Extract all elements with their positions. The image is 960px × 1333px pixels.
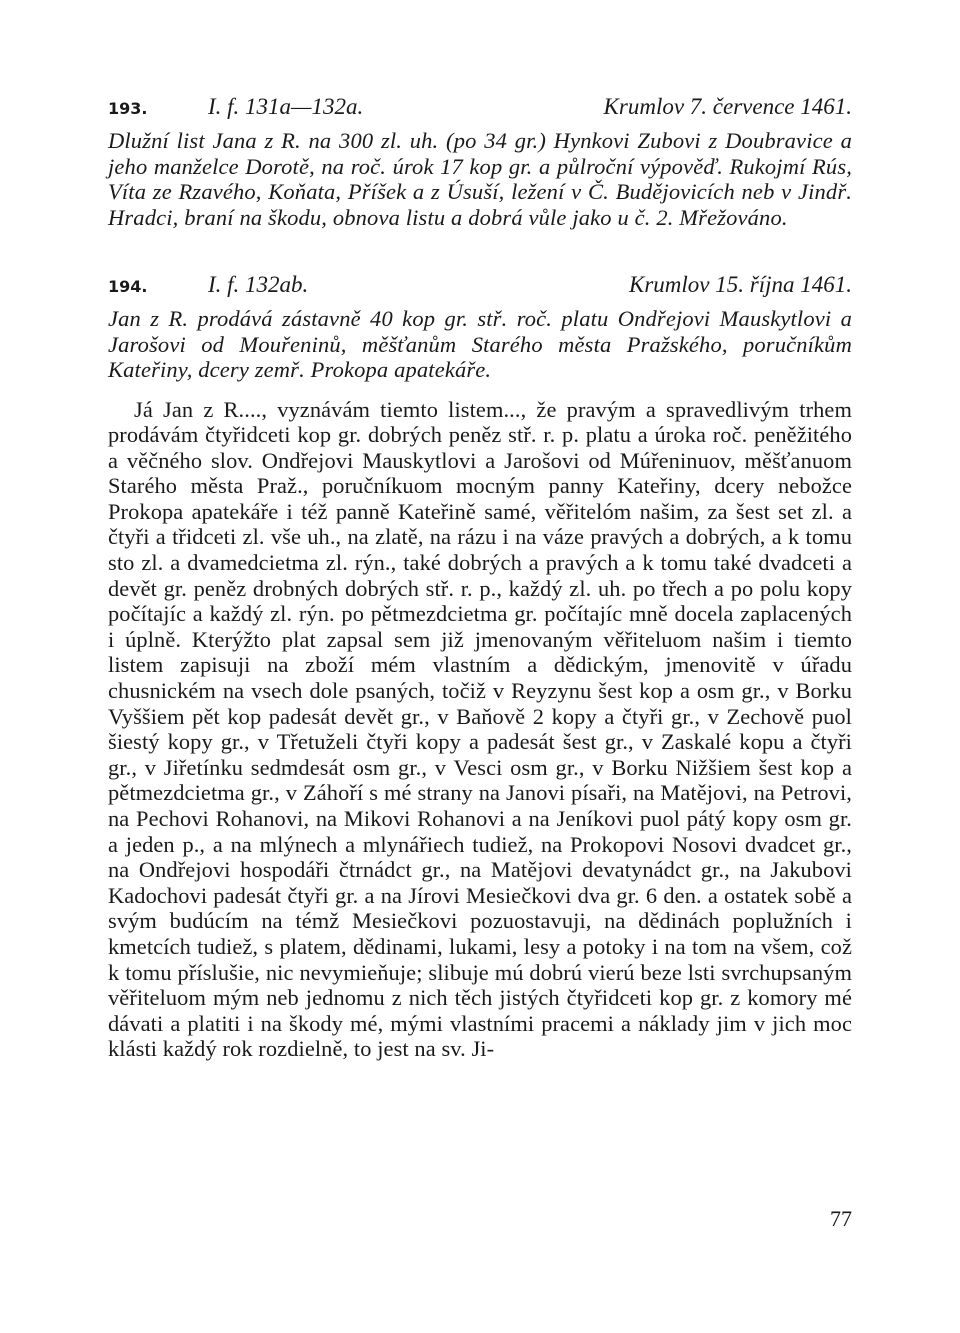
entry-194-regest: Jan z R. prodává zástavně 40 kop gr. stř. roč. platu Ondřejovi Mauskytlovi a Jarošovi od Mouřeninů, měšťanům Starého města Pražského, poručníkům Kateřiny, dcery zemř. Prokopa apatekáře. xyxy=(108,306,852,382)
entry-number: 194. xyxy=(108,277,148,296)
document-page xyxy=(108,92,852,1062)
entry-folio: I. f. 132ab. xyxy=(208,272,309,297)
entry-date: Krumlov 15. října 1461. xyxy=(629,272,852,297)
entry-193-heading xyxy=(108,92,852,124)
entry-number: 193. xyxy=(108,99,148,118)
entry-193-regest: Dlužní list Jana z R. na 300 zl. uh. (po 34 gr.) Hynkovi Zubovi z Doubravice a jeho manželce Dorotě, na roč. úrok 17 kop gr. a půlroční výpověď. Rukojmí Rús, Víta ze Rzavého, Koňata, Příšek a z Úsuší, ležení v Č. Budějovicích neb v Jindř. Hradci, braní na škodu, obnova listu a dobrá vůle jako u č. 2. Mřežováno. xyxy=(108,128,852,230)
entry-194-text: Já Jan z R...., vyznávám tiemto listem..., že pravým a spravedlivým trhem prodávám čtyřidceti kop gr. dobrých peněz stř. r. p. platu a úroka roč. peněžitého a věčného slov. Ondřejovi Mauskytlovi a Jarošovi od Múřeninuov, měšťanuom Starého města Praž., poručníkuom mocným panny Kateřiny, dcery nebožce Prokopa apatekáře i též panně Kateřině samé, věřitelóm našim, za šest set zl. a čtyři a třidceti zl. vše uh., na zlatě, na rázu i na váze pravých a dobrých, a k tomu sto zl. a dvamedcietma zl. rýn., také dobrých a pravých a k tomu také dvadceti a devět gr. peněz drobných dobrých stř. r. p., každý zl. uh. po třech a po polu kopy počítajíc a každý zl. rýn. po pětmezdcietma gr. počítajíc mně docela zaplacených i úplně. Kterýžto plat zapsal sem již jmenovaným věřiteluom našim i tiemto listem zapisuji na zboží mém vlastním a dědickým, jmenovitě v úřadu chusnickém na vsech dole psaných, točiž v Reyzynu šest kop a osm gr., v Borku Vyššiem pět kop padesát devět gr., v Baňově 2 kopy a čtyři gr., v Zechově puol šiestý kopy gr., v Třetuželi čtyři kopy a padesát šest gr., v Zaskalé kopu a čtyři gr., v Jiřetínku sedmdesát osm gr., v Vesci osm gr., v Borku Nižšiem šest kop a pětmezdcietma gr., v Záhoří s mé strany na Janovi písaři, na Matějovi, na Petrovi, na Pechovi Rohanovi, na Mikovi Rohanovi a na Jeníkovi puol pátý kopy osm gr. a jeden p., a na mlýnech a mlynářiech tudiež, na Prokopovi Nosovi dvadcet gr., na Ondřejovi hospodáři čtrnádct gr., na Matějovi devatynádct gr., na Jakubovi Kadochovi padesát čtyři gr. a na Jírovi Mesiečkovi dva gr. 6 den. a ostatek sobě a svým budúcím na témž Mesiečkovi pozuostavuji, na dědinách poplužních i kmetcích tudiež, s platem, dědinami, lukami, lesy a potoky i na tom na všem, což k tomu příslušie, nic nevymieňuje; slibuje mú dobrú vierú beze lsti svrchupsaným věřiteluom mým neb jednomu z nich těch jistých čtyřidceti kop gr. z komory mé dávati a platiti i na škody mé, mými vlastními pracemi a náklady jim v jich moc klásti každý rok rozdielně, to jest na sv. Ji- xyxy=(108,396,852,1062)
entry-date: Krumlov 7. července 1461. xyxy=(603,94,852,119)
entry-194-heading xyxy=(108,270,852,302)
entry-folio: I. f. 131a—132a. xyxy=(208,94,364,119)
page-number: 77 xyxy=(830,1206,852,1231)
